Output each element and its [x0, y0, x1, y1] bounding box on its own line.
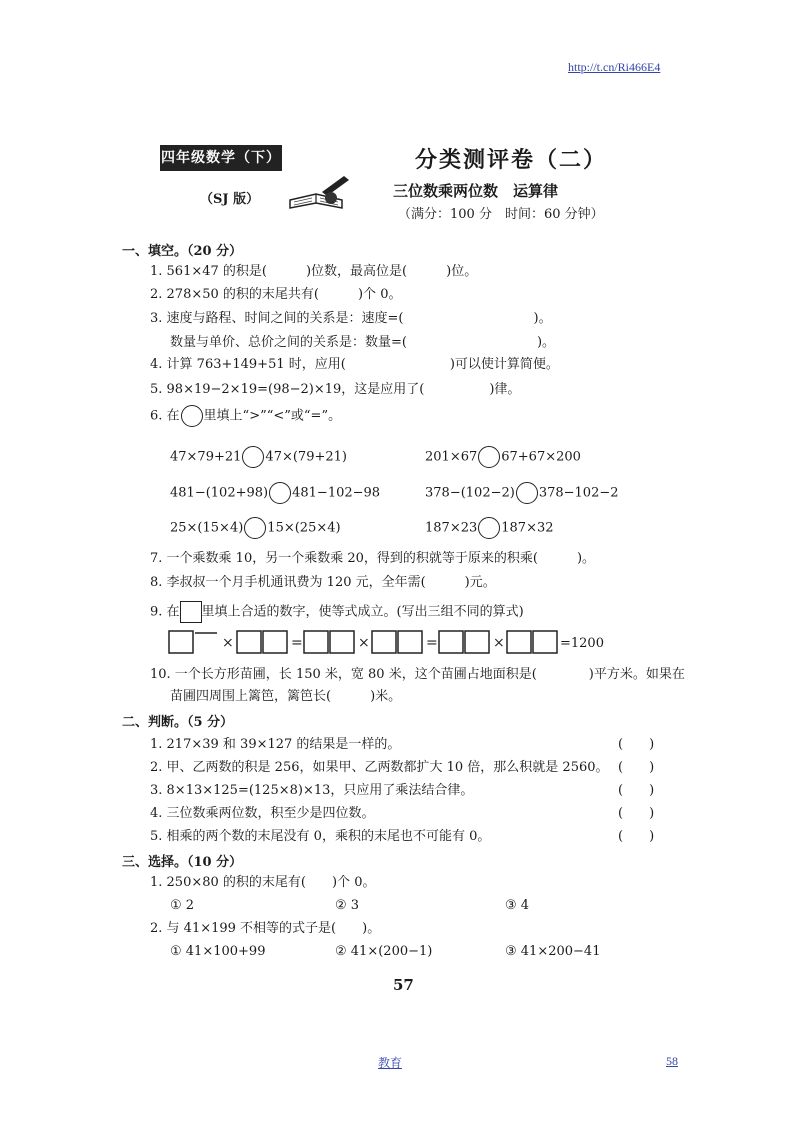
s1-question-3b: 数量与单价、总价之间的关系是：数量=( )。 — [170, 335, 556, 350]
compare-row-3-right — [425, 517, 554, 539]
digit-box[interactable] — [372, 631, 396, 653]
s1-question-3a: 3. 速度与路程、时间之间的关系是：速度=( )。 — [150, 311, 552, 326]
section-1-heading: 一、填空。（20 分） — [122, 244, 243, 259]
s2-question-2: 2. 甲、乙两数的积是 256，如果甲、乙两数都扩大 10 倍，那么积就是 2560。 — [150, 760, 609, 775]
q6-prefix: 6. 在 — [150, 408, 180, 424]
s1-question-4: 4. 计算 763+149+51 时，应用( )可以使计算简便。 — [150, 357, 559, 372]
compare-row-2-right — [425, 482, 619, 504]
q9-prefix: 9. 在 — [150, 604, 180, 620]
s2-question-4: 4. 三位数乘两位数，积至少是四位数。 — [150, 806, 375, 821]
compare-expr: 47×(79+21) — [265, 449, 347, 465]
s2-answer-2[interactable]: ( ) — [618, 760, 655, 775]
digit-box[interactable] — [169, 631, 193, 653]
edition-label: （SJ 版） — [200, 192, 260, 207]
compare-row-3-left — [170, 517, 341, 539]
compare-circle-input[interactable] — [478, 446, 500, 468]
s1-question-10a: 10. 一个长方形苗圃，长 150 米，宽 80 米，这个苗圃占地面积是( )平方米。如果在 — [150, 667, 685, 682]
compare-circle-icon — [181, 405, 203, 427]
digit-box[interactable] — [398, 631, 422, 653]
s1-question-6 — [150, 405, 341, 427]
compare-circle-input[interactable] — [516, 482, 538, 504]
q9-suffix: 里填上合适的数字，使等式成立。(写出三组不同的算式) — [201, 604, 524, 620]
compare-expr: 25×(15×4) — [170, 520, 244, 536]
s3-question-1: 1. 250×80 的积的末尾有( )个 0。 — [150, 875, 376, 890]
digit-box[interactable] — [533, 631, 557, 653]
page-number: 57 — [393, 976, 414, 994]
compare-row-1-right — [425, 446, 581, 468]
digit-box[interactable] — [304, 631, 328, 653]
digit-box[interactable] — [507, 631, 531, 653]
svg-text:=: = — [291, 635, 303, 651]
compare-circle-input[interactable] — [478, 517, 500, 539]
book-pen-icon — [286, 170, 356, 212]
digit-box[interactable] — [439, 631, 463, 653]
equation-result: =1200 — [560, 636, 604, 651]
s3-q2-option-2[interactable]: ② 41×(200−1) — [335, 944, 433, 959]
s2-question-5: 5. 相乘的两个数的末尾没有 0，乘积的末尾也不可能有 0。 — [150, 829, 491, 844]
compare-expr: 67+67×200 — [501, 449, 581, 465]
compare-expr: 378−102−2 — [538, 485, 619, 501]
grade-badge: 四年级数学（下） — [160, 145, 282, 171]
compare-expr: 481−(102+98) — [170, 485, 269, 501]
digit-box[interactable] — [465, 631, 489, 653]
footer-link[interactable]: 教育 — [378, 1056, 403, 1070]
svg-text:×: × — [222, 635, 234, 651]
s2-question-3: 3. 8×13×125=(125×8)×13，只应用了乘法结合律。 — [150, 783, 474, 798]
s1-question-7: 7. 一个乘数乘 10，另一个乘数乘 20，得到的积就等于原来的积乘( )。 — [150, 551, 596, 566]
section-3-heading: 三、选择。（10 分） — [122, 855, 243, 870]
s3-q1-option-3[interactable]: ③ 4 — [505, 898, 530, 913]
header-link[interactable]: http://t.cn/Ri466E4 — [568, 60, 661, 74]
s3-q1-option-2[interactable]: ② 3 — [335, 898, 360, 913]
compare-expr: 15×(25×4) — [267, 520, 341, 536]
compare-expr: 201×67 — [425, 449, 478, 465]
s2-answer-3[interactable]: ( ) — [618, 783, 655, 798]
s1-question-1: 1. 561×47 的积是( )位数，最高位是( )位。 — [150, 264, 478, 279]
svg-text:×: × — [358, 635, 370, 651]
fill-box-icon — [180, 601, 202, 623]
page-title: 分类测评卷（二） — [415, 147, 608, 173]
s3-question-2: 2. 与 41×199 不相等的式子是( )。 — [150, 921, 381, 936]
compare-circle-input[interactable] — [269, 482, 291, 504]
equation-boxes — [167, 628, 587, 656]
page-subtitle: 三位数乘两位数 运算律 — [393, 182, 559, 200]
s2-answer-5[interactable]: ( ) — [618, 829, 655, 844]
s3-q1-option-1[interactable]: ① 2 — [170, 898, 195, 913]
compare-row-1-left — [170, 446, 347, 468]
compare-circle-input[interactable] — [244, 517, 266, 539]
compare-expr: 47×79+21 — [170, 449, 242, 465]
footer-page-link[interactable]: 58 — [666, 1054, 678, 1068]
s3-q2-option-1[interactable]: ① 41×100+99 — [170, 944, 266, 959]
svg-text:=: = — [426, 635, 438, 651]
s2-answer-1[interactable]: ( ) — [618, 737, 655, 752]
s2-answer-4[interactable]: ( ) — [618, 806, 655, 821]
compare-row-2-left — [170, 482, 380, 504]
svg-text:×: × — [493, 635, 505, 651]
s2-question-1: 1. 217×39 和 39×127 的结果是一样的。 — [150, 737, 401, 752]
compare-circle-input[interactable] — [242, 446, 264, 468]
digit-box[interactable] — [237, 631, 261, 653]
section-2-heading: 二、判断。（5 分） — [122, 715, 234, 730]
s1-question-2: 2. 278×50 的积的末尾共有( )个 0。 — [150, 287, 402, 302]
digit-box[interactable] — [263, 631, 287, 653]
exam-meta: （满分：100 分 时间：60 分钟） — [398, 207, 604, 222]
compare-expr: 378−(102−2) — [425, 485, 515, 501]
s1-question-8: 8. 李叔叔一个月手机通讯费为 120 元，全年需( )元。 — [150, 575, 496, 590]
compare-expr: 481−102−98 — [292, 485, 381, 501]
s3-q2-option-3[interactable]: ③ 41×200−41 — [505, 944, 601, 959]
digit-box[interactable] — [330, 631, 354, 653]
s1-question-5: 5. 98×19−2×19=(98−2)×19，这是应用了( )律。 — [150, 382, 521, 397]
q6-suffix: 里填上“>”“<”或“=”。 — [203, 408, 342, 424]
compare-expr: 187×23 — [425, 520, 478, 536]
s1-question-9 — [150, 601, 524, 623]
compare-expr: 187×32 — [501, 520, 554, 536]
s1-question-10b: 苗圃四周围上篱笆，篱笆长( )米。 — [170, 689, 402, 704]
